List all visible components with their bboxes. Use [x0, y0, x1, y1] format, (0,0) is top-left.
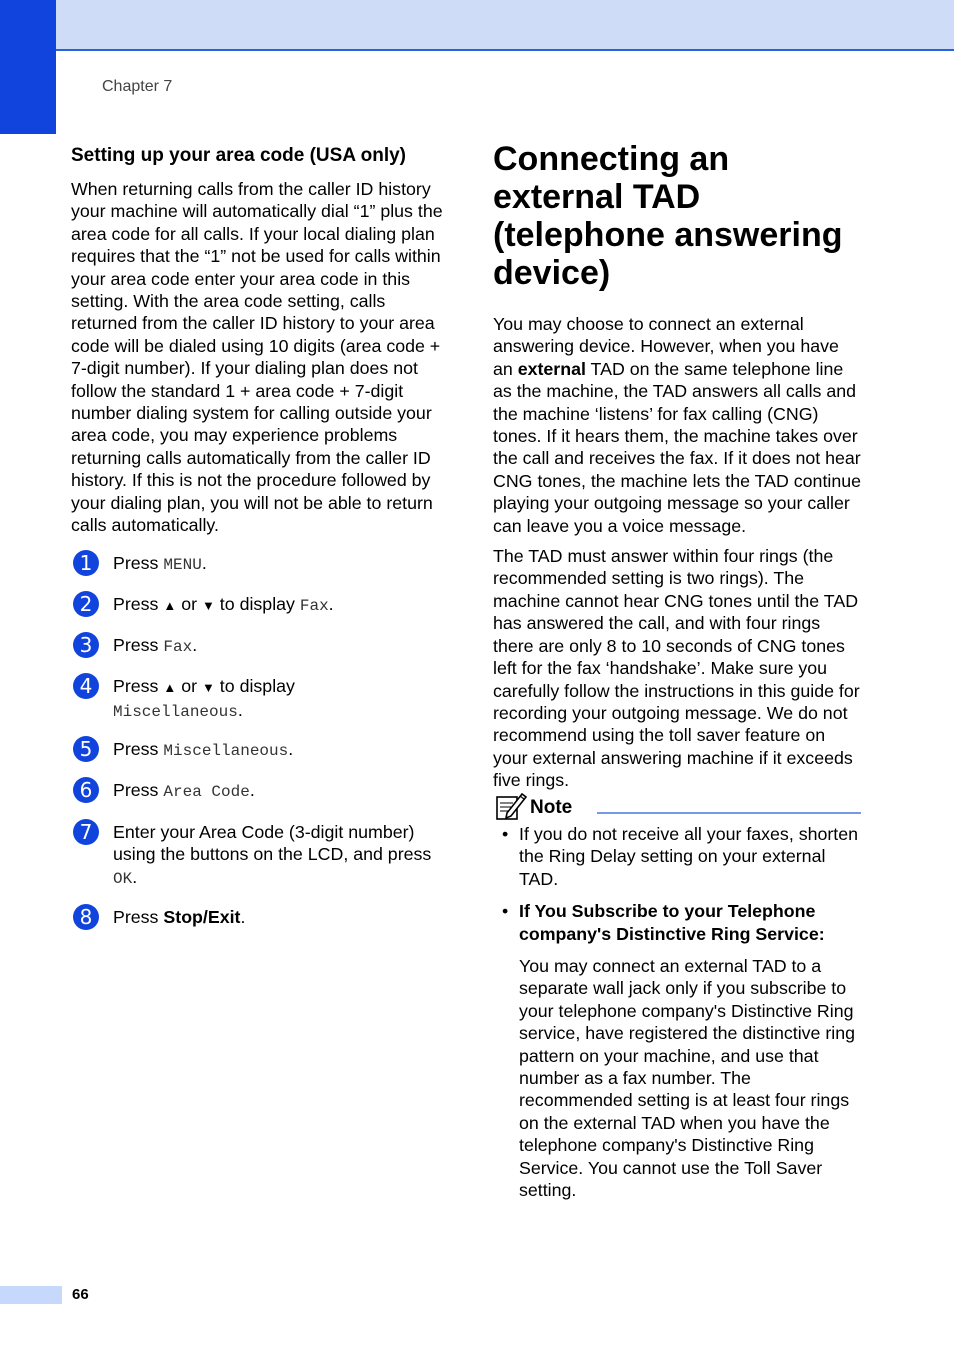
step-text: Press Fax. — [113, 635, 198, 656]
step-text: Press MENU. — [113, 553, 207, 574]
up-arrow-icon: ▲ — [163, 680, 177, 695]
page-number: 66 — [72, 1286, 89, 1303]
down-arrow-icon: ▼ — [201, 680, 215, 695]
step-text: Press ▲ or ▼ to display Fax. — [113, 594, 334, 615]
lcd-key: MENU — [163, 556, 202, 574]
up-arrow-icon: ▲ — [163, 598, 177, 613]
area-code-section — [71, 145, 443, 537]
step-text: Press Miscellaneous. — [113, 739, 294, 760]
section-title: Connecting an external TAD (telephone answering device) — [493, 140, 843, 292]
chapter-label: Chapter 7 — [102, 78, 173, 95]
button-name: Stop/Exit — [163, 907, 241, 927]
step-number: 1 — [73, 550, 99, 576]
step-number: 2 — [73, 591, 99, 617]
note-divider — [597, 812, 861, 814]
lcd-key: OK — [113, 869, 133, 888]
note-bullet-2-body: You may connect an external TAD to a separate wall jack only if you subscribe to your telephone company's Distinctive Ring service, have registered the distinctive ring pattern on your machine, and use that number as a fax number. The recommended setting is at least four rings on the external TAD when you have the telephone company's Distinctive Ring Service. You cannot use the Toll Saver setting. — [519, 956, 856, 1201]
section-heading: Setting up your area code (USA only) — [71, 145, 407, 166]
footer-bar — [0, 1286, 62, 1304]
header-band — [0, 0, 954, 51]
step-number: 7 — [73, 819, 99, 845]
step-text: Press Area Code. — [113, 780, 255, 801]
note-box — [493, 789, 861, 1202]
section-paragraph: When returning calls from the caller ID history your machine will automatically dial “1” plus the area code for all calls. If your local dialing plan requires that the “1” not be used for calls within your area code enter your area code in this setting. With the area code setting, calls returned from the caller ID history to your area code will be dialed using 10 digits (area code + 7-digit number). If your dialing plan does not follow the standard 1 + area code + 7-digit number dialing system for calling outside your area code, you may experience problems returning calls automatically from the caller ID history. If this is not the procedure followed by your dialing plan, you will not be able to return calls automatically. — [71, 179, 443, 536]
note-header — [493, 789, 861, 823]
step-number: 3 — [73, 632, 99, 658]
step-number: 5 — [73, 736, 99, 762]
tad-paragraph-2: The TAD must answer within four rings (the recommended setting is two rings). The machine cannot hear CNG tones until the TAD has answered the call, and with four rings there are only 8 to 10 seconds of CNG tones left for the fax ‘handshake’. Make sure you carefully follow the instructions in this guide for recording your outgoing message. We do not recommend using the toll saver feature on your external answering machine if it exceeds five rings. — [493, 546, 860, 791]
note-label: Note — [530, 797, 573, 818]
note-bullet-2: • If You Subscribe to your Telephone company's Distinctive Ring Service: — [502, 901, 825, 944]
lcd-key: Miscellaneous — [163, 742, 289, 760]
down-arrow-icon: ▼ — [201, 598, 215, 613]
lcd-key: Fax — [299, 597, 329, 615]
step-text: Press ▲ or ▼ to display Miscellaneous. — [113, 676, 295, 722]
lcd-key: Miscellaneous — [113, 703, 238, 722]
lcd-key: Area Code — [163, 783, 250, 801]
step-number: 8 — [73, 904, 99, 930]
lcd-key: Fax — [163, 638, 193, 656]
step-number: 6 — [73, 777, 99, 803]
tad-paragraph-1: You may choose to connect an external answering device. However, when you have an external TAD on the same telephone line as the machine, the TAD answers all calls and the machine ‘listens’ for fax calling (CNG) tones. If it hears them, the machine takes over the call and receives the fax. If it does not hear CNG tones, the machine lets the TAD continue playing your outgoing message so your caller can leave you a voice message. — [493, 314, 861, 536]
step-number: 4 — [73, 673, 99, 699]
chapter-tab — [0, 0, 56, 134]
note-bullet-1: • If you do not receive all your faxes, shorten the Ring Delay setting on your external TAD. — [502, 824, 859, 889]
note-pencil-icon — [495, 791, 527, 821]
tad-section — [493, 140, 861, 800]
step-text: Enter your Area Code (3-digit number) using the buttons on the LCD, and press OK. — [113, 822, 432, 888]
step-text: Press Stop/Exit. — [113, 907, 246, 927]
